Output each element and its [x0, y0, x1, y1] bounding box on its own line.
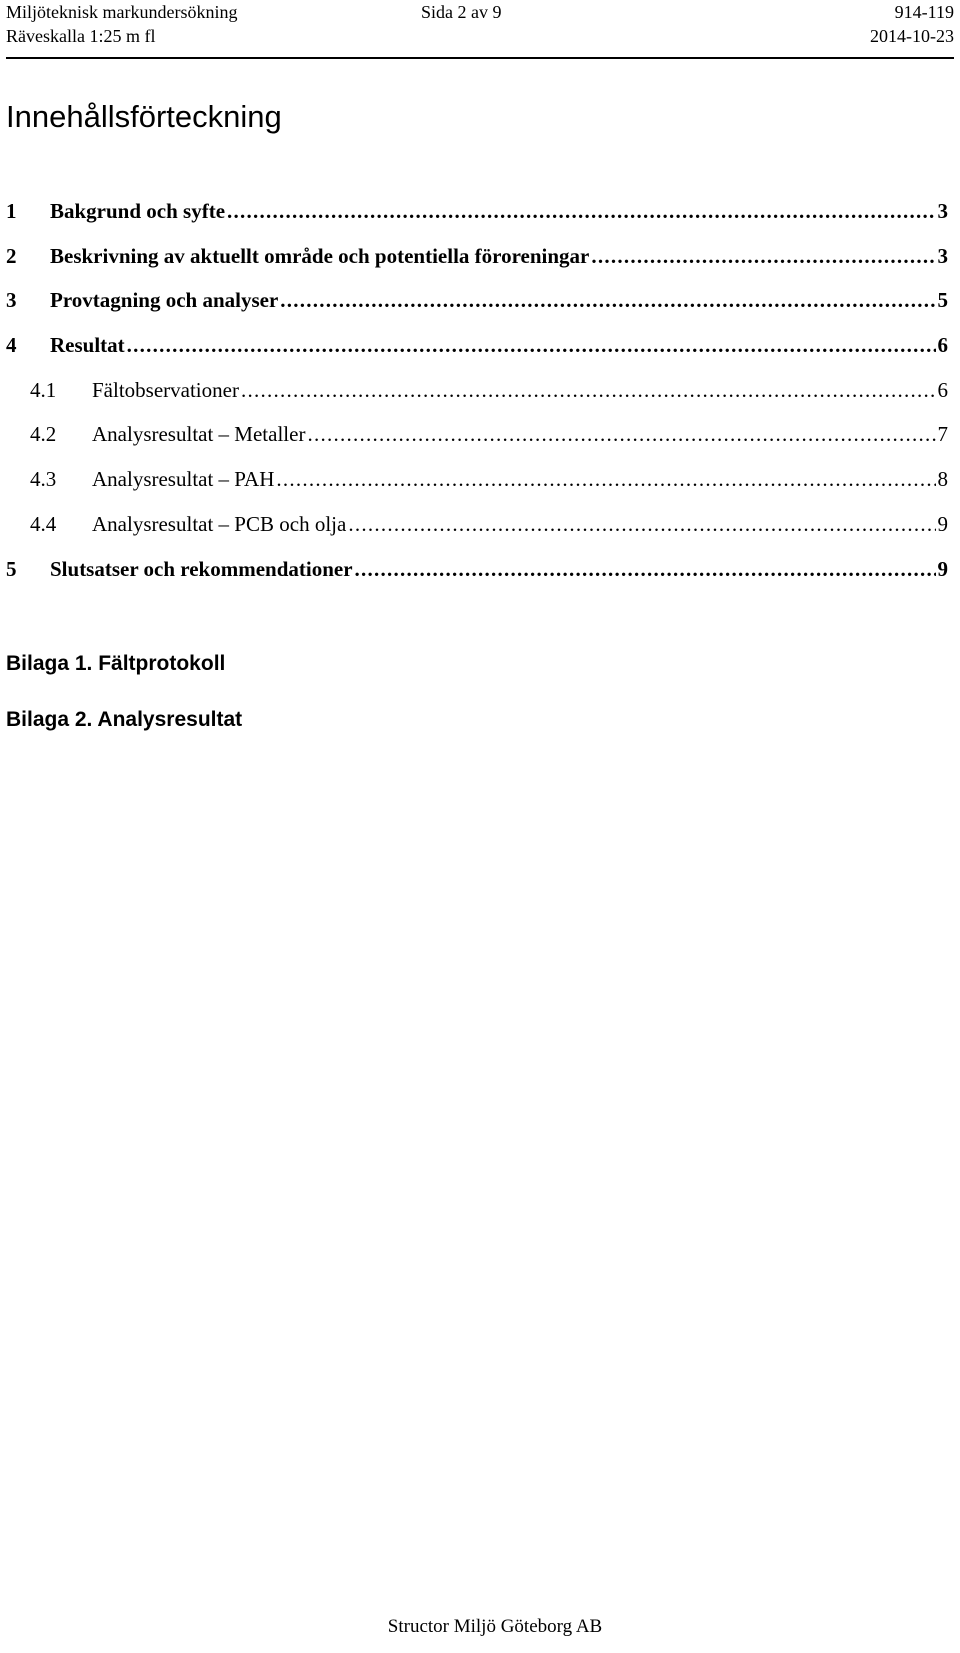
header-divider: [6, 57, 954, 59]
toc-entry-page: 3: [937, 199, 948, 223]
toc-dot-leader: [591, 241, 935, 271]
toc-subentry[interactable]: [6, 419, 948, 464]
toc-entry-label: Analysresultat – PCB och olja: [92, 511, 347, 536]
toc-entry-page: 8: [937, 467, 948, 492]
toc-dot-leader: [276, 464, 935, 494]
toc-subentry[interactable]: [6, 375, 948, 420]
toc-dot-leader: [127, 330, 936, 360]
page-header: [6, 0, 954, 58]
toc-entry-page: 6: [937, 333, 948, 358]
toc-dot-leader: [227, 196, 935, 226]
header-date: 2014-10-23: [870, 26, 954, 46]
toc-entry-number: 4.2: [30, 422, 57, 447]
toc-entry-number: 4.1: [30, 377, 57, 402]
toc-entry-label: Analysresultat – PAH: [92, 467, 275, 492]
header-location: Räveskalla 1:25 m fl: [6, 26, 156, 46]
header-row-1: [6, 0, 954, 24]
toc-dot-leader: [348, 509, 935, 539]
toc-entry-label: Slutsatser och rekommendationer: [50, 556, 353, 581]
appendix-2: Bilaga 2. Analysresultat: [6, 708, 243, 731]
header-row-2: [6, 24, 954, 48]
toc-entry[interactable]: [6, 241, 948, 286]
header-doc-title: Miljöteknisk markundersökning: [6, 2, 238, 22]
toc-entry-page: 3: [937, 243, 948, 268]
toc-entry-label: Bakgrund och syfte: [50, 199, 226, 223]
toc-entry-label: Resultat: [50, 333, 125, 358]
toc-entry[interactable]: [6, 196, 948, 241]
toc-entry-number: 4: [6, 333, 17, 358]
toc-entry-number: 5: [6, 556, 17, 581]
toc-entry[interactable]: [6, 285, 948, 330]
toc-dot-leader: [355, 554, 936, 584]
toc-entry-number: 1: [6, 199, 17, 223]
toc-dot-leader: [307, 419, 935, 449]
page-footer: Structor Miljö Göteborg AB: [387, 1616, 603, 1637]
toc-dot-leader: [280, 285, 935, 315]
table-of-contents: [6, 196, 948, 598]
toc-entry-page: 9: [937, 511, 948, 536]
toc-entry-page: 9: [937, 556, 948, 581]
toc-dot-leader: [241, 375, 936, 405]
header-page-label: Sida 2 av 9: [421, 2, 502, 22]
toc-entry-label: Analysresultat – Metaller: [92, 422, 306, 447]
toc-entry-number: 2: [6, 243, 17, 268]
toc-entry-page: 7: [937, 422, 948, 447]
toc-entry-number: 4.4: [30, 511, 57, 536]
toc-subentry[interactable]: [6, 509, 948, 554]
toc-entry-number: 3: [6, 288, 17, 313]
appendix-1: Bilaga 1. Fältprotokoll: [6, 652, 226, 675]
toc-entry-label: Provtagning och analyser: [50, 288, 279, 313]
toc-subentry[interactable]: [6, 464, 948, 509]
toc-entry-page: 5: [937, 288, 948, 313]
header-project-number: 914-119: [894, 2, 954, 22]
toc-entry-number: 4.3: [30, 467, 57, 492]
toc-entry[interactable]: [6, 554, 948, 599]
toc-entry-label: Beskrivning av aktuellt område och potentiella föroreningar: [50, 243, 590, 268]
toc-entry[interactable]: [6, 330, 948, 375]
toc-entry-page: 6: [937, 377, 948, 402]
toc-entry-label: Fältobservationer: [92, 377, 239, 402]
toc-title: Innehållsförteckning: [6, 99, 282, 134]
